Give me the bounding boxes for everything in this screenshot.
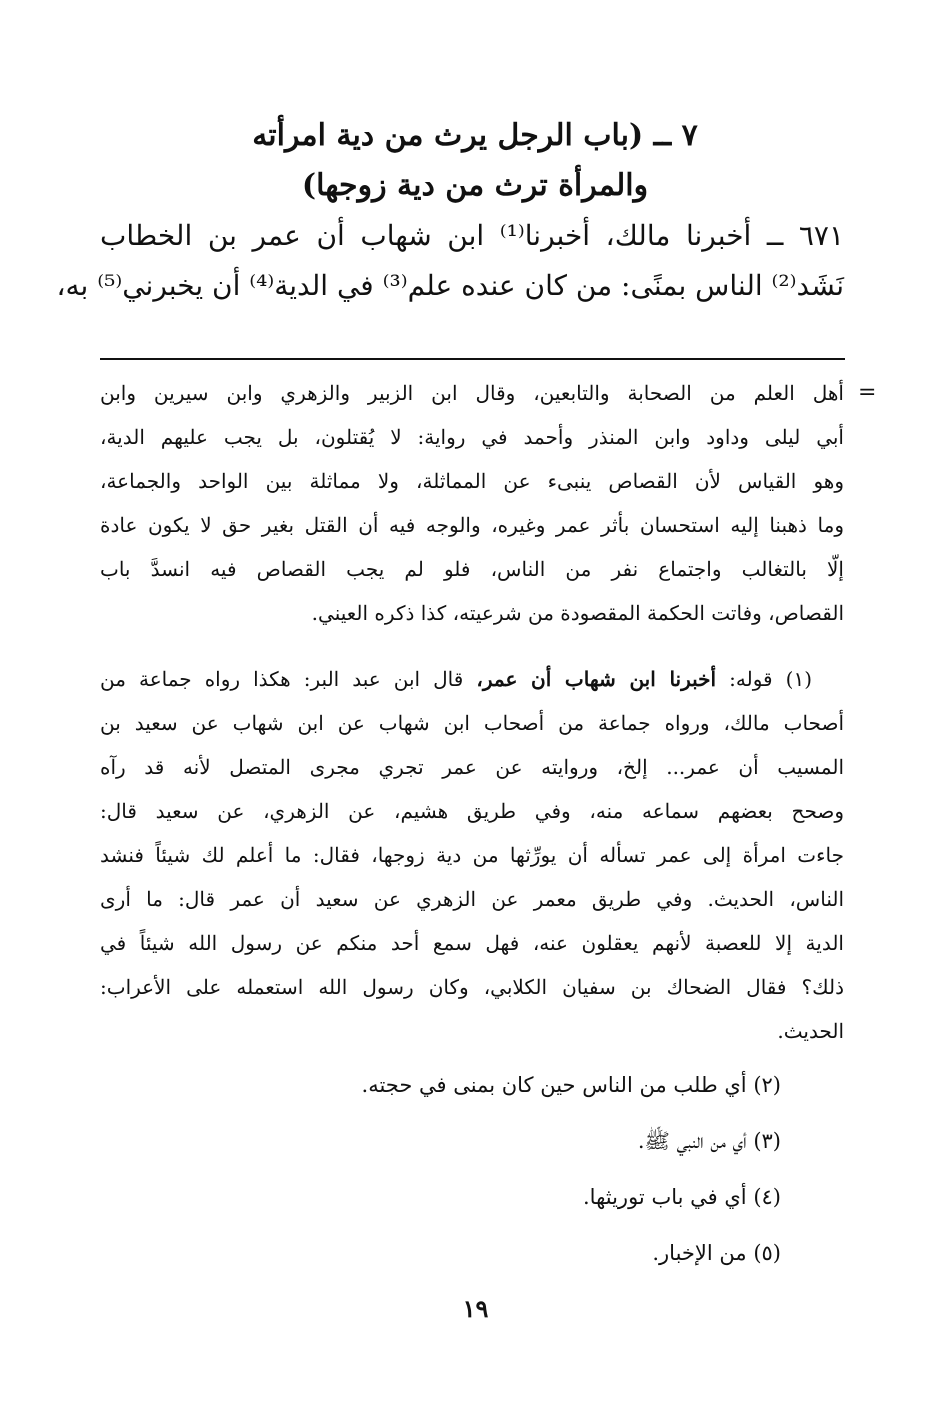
footnote-1-line: ذلك؟ فقال الضحاك بن سفيان الكلابي، وكان رسول الله استعمله على الأعراب: — [100, 975, 844, 999]
footnote-1-line: وصحح بعضهم سماعه منه، وفي طريق هشيم، عن الزهري، عن سعيد قال: — [100, 799, 844, 823]
footnote-text: من الإخبار. — [652, 1241, 747, 1265]
footnote-continued-line: إلّا بالتغالب واجتماع نفر من الناس، فلو لم يجب القصاص فيه انسدَّ باب — [100, 557, 844, 581]
footnote-number: (٢) — [753, 1073, 781, 1097]
footnote-lead: قوله: — [729, 667, 773, 691]
footnote-4 — [583, 1178, 781, 1216]
footnote-number: (٤) — [753, 1185, 781, 1209]
footnote-2 — [362, 1066, 781, 1104]
footnote-continued-line: أبي ليلى وداود وابن المنذر وأحمد في رواية: لا يُقتلون، بل يجب عليهم الدية، — [100, 425, 844, 449]
footnote-text: قال ابن عبد البر: هكذا رواه جماعة من — [100, 667, 464, 691]
footnote-bold-quote: أخبرنا ابن شهاب أن عمر، — [476, 667, 717, 691]
main-text-line: نَشَد⁽²⁾ الناس بمنًى: من كان عنده علم⁽³⁾ في الدية⁽⁴⁾ أن يخبرني⁽⁵⁾ به، — [56, 269, 844, 302]
footnote-1-line: الحديث. — [777, 1019, 844, 1043]
page-number: ١٩ — [462, 1294, 489, 1323]
footnote-continued-line: القصاص، وفاتت الحكمة المقصودة من شرعيته، كذا ذكره العيني. — [311, 601, 844, 625]
footnote-text: أي في باب توريثها. — [583, 1185, 747, 1209]
footnote-1-first-line — [100, 660, 812, 698]
continuation-marker: = — [858, 380, 877, 405]
footnote-number: (٥) — [753, 1241, 781, 1265]
main-text-line: ٦٧١ ــ أخبرنا مالك، أخبرنا⁽¹⁾ ابن شهاب أن عمر بن الخطاب — [100, 219, 845, 252]
footnote-1-line: الدية إلا للعصبة لأنهم يعقلون عنه، فهل سمع أحد منكم عن رسول الله شيئاً في — [100, 931, 844, 955]
footnote-continued-line: وما ذهبنا إليه استحسان بأثر عمر وغيره، والوجه فيه أن القتل بغير حق لا يكون عادة — [100, 513, 844, 537]
footnote-text: أي طلب من الناس حين كان بمنى في حجته. — [361, 1073, 747, 1097]
chapter-heading-line-1: ٧ ــ (باب الرجل يرث من دية امرأته — [252, 118, 698, 153]
chapter-heading-line-2: والمرأة ترث من دية زوجها) — [301, 168, 649, 203]
footnote-continued-line: وهو القياس لأن القصاص ينبىء عن المماثلة، ولا مماثلة بين الواحد والجماعة، — [100, 469, 844, 493]
footnote-number: (٣) — [753, 1129, 781, 1153]
footnote-5 — [652, 1234, 781, 1272]
footnote-separator — [100, 358, 845, 360]
footnote-number: (١) — [785, 667, 813, 691]
footnote-1-line: أصحاب مالك، ورواه جماعة من أصحاب ابن شهاب عن ابن شهاب عن سعيد بن — [100, 711, 844, 735]
footnote-1-line: جاءت امرأة إلى عمر تسأله أن يورِّثها من دية زوجها، فقال: ما أعلم لك شيئاً فنشد — [100, 843, 844, 867]
footnote-1-line: الناس، الحديث. وفي طريق معمر عن الزهري عن سعيد أن عمر قال: ما أرى — [100, 887, 845, 911]
footnote-1-line: المسيب أن عمر... إلخ، وروايته عن عمر تجري مجرى المتصل لأنه قد رآه — [100, 755, 844, 779]
footnote-continued-line: أهل العلم من الصحابة والتابعين، وقال ابن الزبير والزهري وابن سيرين وابن — [100, 381, 844, 405]
footnote-text: أي من النبي ﷺ. — [637, 1129, 747, 1153]
footnote-3 — [638, 1122, 781, 1160]
